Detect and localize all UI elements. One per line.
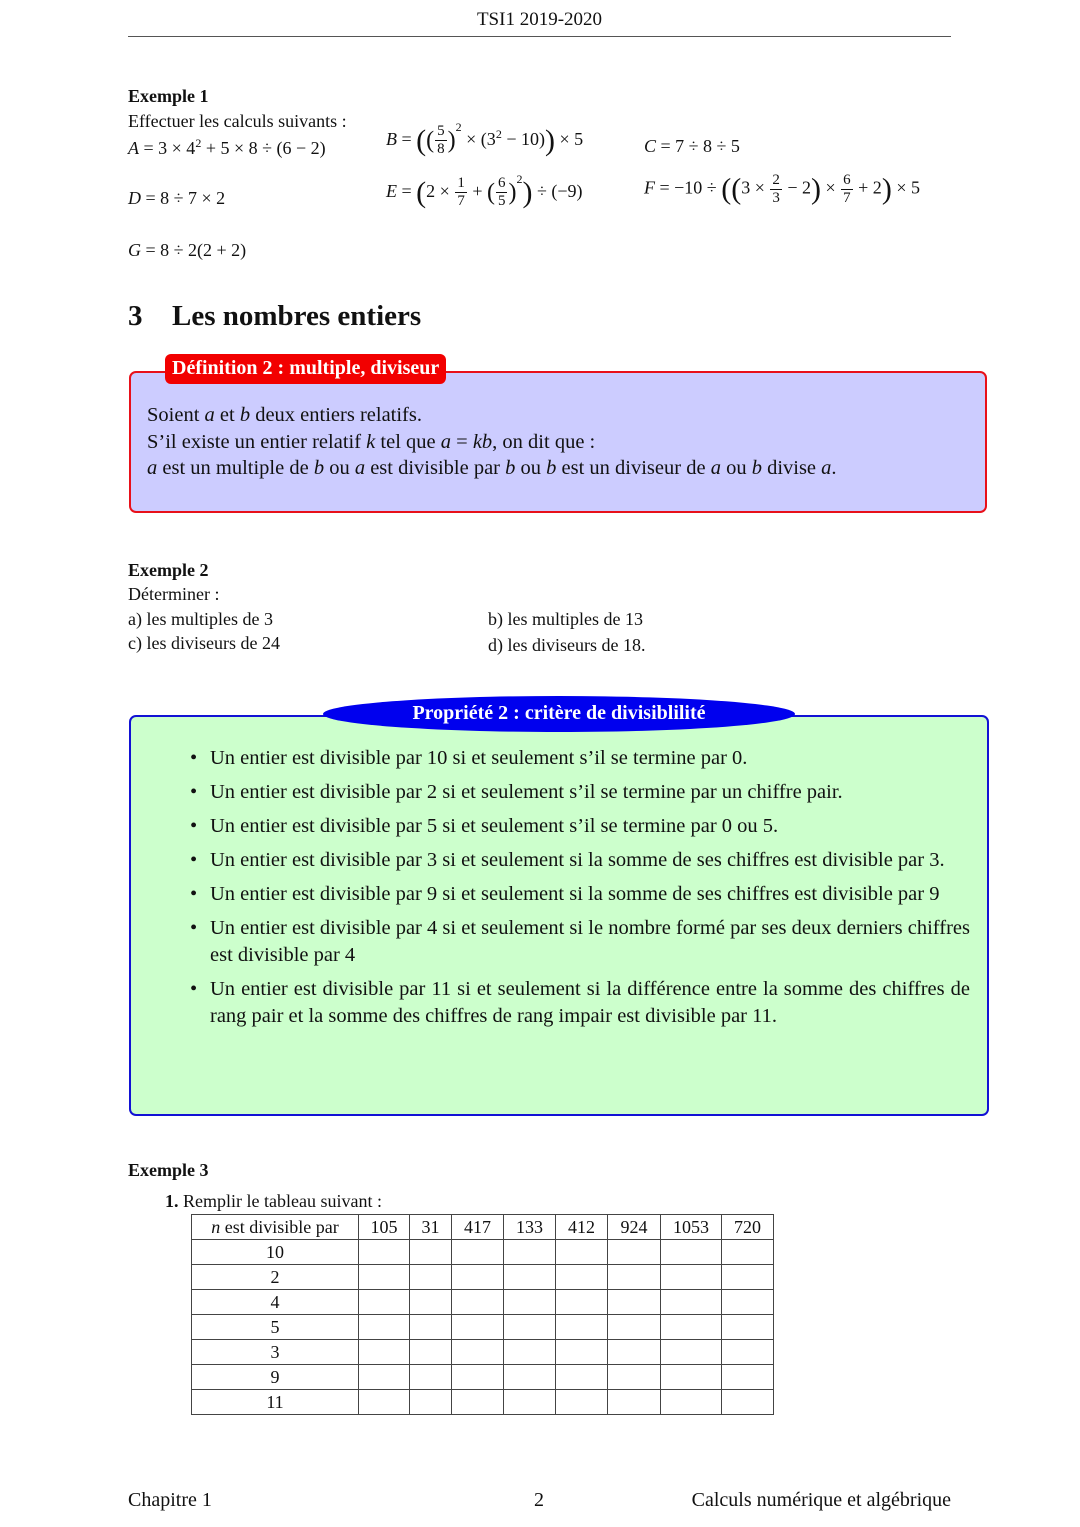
row-header: 11 (192, 1390, 359, 1415)
table-row (192, 1315, 774, 1340)
table-row (192, 1390, 774, 1415)
table-cell (452, 1340, 504, 1365)
table-cell (608, 1240, 661, 1265)
question-number: 1. (165, 1191, 179, 1211)
table-cell (556, 1340, 608, 1365)
table-cell (556, 1365, 608, 1390)
row-header: 2 (192, 1265, 359, 1290)
table-cell (608, 1315, 661, 1340)
footer-chapter-title: Calculs numérique et algébrique (691, 1489, 951, 1511)
footer-page-number: 2 (534, 1489, 544, 1511)
column-header: 105 (359, 1215, 410, 1240)
table-cell (410, 1240, 452, 1265)
table-cell (722, 1315, 774, 1340)
table-cell (504, 1315, 556, 1340)
example-2-item-c: c) les diviseurs de 24 (128, 633, 280, 653)
example-2-item-b: b) les multiples de 13 (488, 609, 643, 629)
table-row (192, 1265, 774, 1290)
footer-chapter: Chapitre 1 (128, 1489, 212, 1511)
table-cell (661, 1365, 722, 1390)
bullet-icon: • (190, 917, 198, 939)
bullet-icon: • (190, 781, 198, 803)
table-cell (661, 1340, 722, 1365)
bullet-icon: • (190, 747, 198, 769)
property-list (190, 745, 970, 1037)
bullet-icon: • (190, 978, 198, 1000)
table-cell (556, 1315, 608, 1340)
table-cell (722, 1365, 774, 1390)
page-header-title: TSI1 2019-2020 (476, 9, 603, 30)
property-item: • Un entier est divisible par 3 si et seulement si la somme de ses chiffres est divisible par 3. (190, 847, 970, 874)
section-heading (128, 300, 421, 333)
table-cell (608, 1365, 661, 1390)
table-cell (359, 1290, 410, 1315)
table-cell (452, 1390, 504, 1415)
table-cell (504, 1365, 556, 1390)
expression-f: F = −10 ÷ ((3 × $\frac{2}{3}$ − 2) × $\frac{6}{7}$ + 2) × 5 (644, 172, 920, 206)
row-header: 9 (192, 1365, 359, 1390)
definition-line-3: a est un multiple de b ou a est divisible par b ou b est un diviseur de a ou b divise a. (147, 457, 837, 479)
example-2-title: Exemple 2 (128, 560, 209, 580)
table-row (192, 1340, 774, 1365)
definition-tag: Définition 2 : multiple, diviseur (165, 354, 446, 384)
table-cell (504, 1240, 556, 1265)
table-cell (556, 1265, 608, 1290)
table-cell (722, 1390, 774, 1415)
bullet-icon: • (190, 883, 198, 905)
table-cell (410, 1290, 452, 1315)
table-cell (504, 1390, 556, 1415)
table-cell (359, 1315, 410, 1340)
example-1-title: Exemple 1 (128, 86, 209, 106)
table-cell (661, 1240, 722, 1265)
table-cell (410, 1315, 452, 1340)
definition-body (147, 402, 837, 482)
expression-a: $A = 3 \times 4^2 + 5 \times 8 \div (6 - 2)$ (128, 136, 326, 158)
example-2-instruction: Déterminer : (128, 584, 220, 604)
table-cell (410, 1390, 452, 1415)
section-title: Les nombres entiers (172, 300, 422, 332)
example-2-item-a: a) les multiples de 3 (128, 609, 273, 629)
column-header: 924 (608, 1215, 661, 1240)
table-cell (452, 1315, 504, 1340)
bullet-icon: • (190, 849, 198, 871)
table-cell (452, 1290, 504, 1315)
column-header: 412 (556, 1215, 608, 1240)
example-3-title: Exemple 3 (128, 1160, 209, 1180)
property-item: • Un entier est divisible par 9 si et seulement si la somme de ses chiffres est divisible par 9 (190, 881, 970, 908)
table-cell (722, 1265, 774, 1290)
column-header: 720 (722, 1215, 774, 1240)
table-cell (504, 1265, 556, 1290)
table-cell (359, 1240, 410, 1265)
table-cell (504, 1290, 556, 1315)
table-cell (556, 1290, 608, 1315)
table-corner-header: n est divisible par (192, 1215, 359, 1240)
table-cell (608, 1340, 661, 1365)
divisibility-table (191, 1214, 774, 1415)
table-cell (661, 1390, 722, 1415)
table-header-row (192, 1215, 774, 1240)
expression-d: D = 8 ÷ 7 × 2 (128, 188, 226, 208)
table-cell (608, 1265, 661, 1290)
table-cell (359, 1265, 410, 1290)
table-cell (452, 1240, 504, 1265)
table-cell (608, 1290, 661, 1315)
question-text: Remplir le tableau suivant : (183, 1191, 382, 1211)
column-header: 417 (452, 1215, 504, 1240)
table-row (192, 1290, 774, 1315)
property-item: • Un entier est divisible par 2 si et seulement s’il se termine par un chiffre pair. (190, 779, 970, 806)
example-2-item-d: d) les diviseurs de 18. (488, 635, 646, 655)
definition-line-2: S’il existe un entier relatif k tel que a = kb, on dit que : (147, 430, 596, 453)
section-number: 3 (128, 300, 143, 332)
column-header: 31 (410, 1215, 452, 1240)
table-cell (722, 1340, 774, 1365)
table-row (192, 1240, 774, 1265)
table-cell (359, 1390, 410, 1415)
column-header: 133 (504, 1215, 556, 1240)
property-item: • Un entier est divisible par 5 si et seulement s’il se termine par 0 ou 5. (190, 813, 970, 840)
expression-c: C = 7 ÷ 8 ÷ 5 (644, 136, 740, 156)
bullet-icon: • (190, 815, 198, 837)
table-cell (556, 1390, 608, 1415)
table-cell (410, 1365, 452, 1390)
row-header: 10 (192, 1240, 359, 1265)
definition-line-1: Soient a et b deux entiers relatifs. (147, 404, 422, 426)
expression-b: B = (( $\frac{5}{8}$ )$^2 \times (3^2 - 10)) \times 5$ (386, 120, 584, 158)
table-cell (722, 1240, 774, 1265)
header-rule (128, 36, 951, 37)
table-cell (661, 1290, 722, 1315)
column-header: 1053 (661, 1215, 722, 1240)
expression-g: G = 8 ÷ 2(2 + 2) (128, 240, 247, 260)
property-item: • Un entier est divisible par 11 si et seulement si la différence entre la somme des chiffres de rang pair et la somme des chiffres de rang impair est divisible par 11. (190, 978, 970, 1027)
property-item: • Un entier est divisible par 4 si et seulement si le nombre formé par ses deux derniers chiffres est divisible par 4 (190, 917, 970, 966)
table-cell (722, 1290, 774, 1315)
property-tag: Propriété 2 : critère de divisiblilité (323, 696, 795, 732)
table-cell (359, 1365, 410, 1390)
expression-e: E = (2 × $\frac{1}{7}$ + ( $\frac{6}{5}$ )$^2$) ÷ (−9) (386, 172, 583, 210)
table-cell (452, 1265, 504, 1290)
row-header: 3 (192, 1340, 359, 1365)
table-cell (359, 1340, 410, 1365)
table-row (192, 1365, 774, 1390)
example-1-instruction: Effectuer les calculs suivants : (128, 111, 347, 131)
table-cell (556, 1240, 608, 1265)
table-cell (452, 1365, 504, 1390)
table-cell (504, 1340, 556, 1365)
property-item: • Un entier est divisible par 10 si et seulement s’il se termine par 0. (190, 745, 970, 772)
table-cell (661, 1315, 722, 1340)
row-header: 5 (192, 1315, 359, 1340)
table-cell (608, 1390, 661, 1415)
table-cell (661, 1265, 722, 1290)
table-cell (410, 1265, 452, 1290)
table-cell (410, 1340, 452, 1365)
example-3-question (165, 1191, 382, 1212)
row-header: 4 (192, 1290, 359, 1315)
